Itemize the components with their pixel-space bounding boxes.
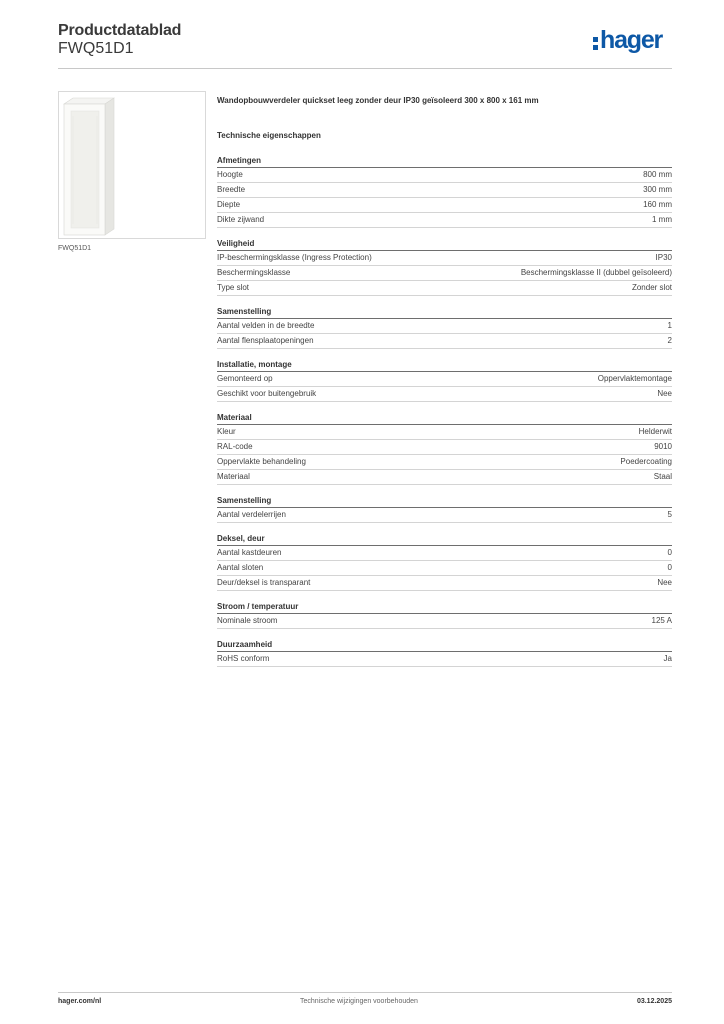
spec-label: RAL-code <box>217 442 253 451</box>
section-title: Installatie, montage <box>217 359 672 372</box>
spec-row <box>217 455 672 470</box>
spec-label: Materiaal <box>217 472 250 481</box>
spec-row <box>217 281 672 296</box>
spec-value: Zonder slot <box>631 283 672 292</box>
spec-section <box>217 639 672 667</box>
spec-row <box>217 334 672 349</box>
spec-row <box>217 546 672 561</box>
spec-label: Diepte <box>217 200 241 209</box>
spec-section <box>217 238 672 296</box>
spec-label: Aantal flensplaatopeningen <box>217 336 314 345</box>
spec-label: Beschermingsklasse <box>217 268 291 277</box>
spec-value: Staal <box>653 472 672 481</box>
spec-value: 160 mm <box>643 200 672 209</box>
spec-label: Geschikt voor buitengebruik <box>217 389 317 398</box>
spec-label: Dikte zijwand <box>217 215 265 224</box>
footer-website-link[interactable]: hager.com/nl <box>58 998 102 1005</box>
footer-date: 03.12.2025 <box>636 998 672 1005</box>
image-caption: FWQ51D1 <box>58 245 92 252</box>
section-title: Duurzaamheid <box>217 639 672 652</box>
spec-value: 9010 <box>654 442 672 451</box>
spec-section <box>217 306 672 349</box>
spec-section <box>217 359 672 402</box>
section-title: Deksel, deur <box>217 533 672 546</box>
spec-label: Nominale stroom <box>217 616 278 625</box>
spec-label: Breedte <box>217 185 246 194</box>
logo-dot <box>593 37 598 42</box>
spec-label: Aantal verdelerrijen <box>217 510 286 519</box>
spec-value: 800 mm <box>643 170 672 179</box>
spec-value: 300 mm <box>643 185 672 194</box>
logo-dot <box>593 45 598 50</box>
article-code: FWQ51D1 <box>58 40 134 57</box>
spec-value: 5 <box>667 510 672 519</box>
spec-label: Kleur <box>217 427 236 436</box>
spec-section <box>217 155 672 228</box>
spec-sections <box>217 155 672 667</box>
product-description: Wandopbouwverdeler quickset leeg zonder deur IP30 geïsoleerd 300 x 800 x 161 mm <box>217 96 539 105</box>
technical-heading: Technische eigenschappen <box>217 131 321 140</box>
spec-value: Beschermingsklasse II (dubbel geïsoleerd) <box>520 268 672 277</box>
spec-row <box>217 614 672 629</box>
page-title: Productdatablad <box>58 22 182 39</box>
spec-row <box>217 372 672 387</box>
spec-value: Oppervlaktemontage <box>597 374 672 383</box>
spec-label: Hoogte <box>217 170 243 179</box>
specs-panel <box>217 96 672 667</box>
spec-value: 125 A <box>651 616 672 625</box>
spec-label: Oppervlakte behandeling <box>217 457 306 466</box>
logo-wordmark: hager <box>600 26 663 54</box>
spec-value: Ja <box>663 654 672 663</box>
spec-value: 2 <box>667 336 672 345</box>
spec-value: Nee <box>657 578 672 587</box>
spec-label: Gemonteerd op <box>217 374 273 383</box>
spec-value: 0 <box>667 548 672 557</box>
header-divider <box>58 68 672 69</box>
spec-value: 0 <box>667 563 672 572</box>
section-title: Veiligheid <box>217 238 672 251</box>
section-title: Samenstelling <box>217 306 672 319</box>
spec-row <box>217 183 672 198</box>
spec-value: IP30 <box>655 253 672 262</box>
spec-label: Type slot <box>217 283 250 292</box>
spec-row <box>217 561 672 576</box>
footer-divider <box>58 992 672 993</box>
product-image <box>58 91 206 239</box>
section-title: Samenstelling <box>217 495 672 508</box>
spec-value: Poedercoating <box>620 457 672 466</box>
spec-row <box>217 576 672 591</box>
spec-label: RoHS conform <box>217 654 270 663</box>
spec-row <box>217 198 672 213</box>
spec-label: Aantal kastdeuren <box>217 548 282 557</box>
footer-disclaimer: Technische wijzigingen voorbehouden <box>300 998 418 1005</box>
section-title: Afmetingen <box>217 155 672 168</box>
section-title: Materiaal <box>217 412 672 425</box>
hager-logo[interactable] <box>593 27 683 55</box>
spec-row <box>217 652 672 667</box>
spec-value: 1 <box>667 321 672 330</box>
spec-row <box>217 470 672 485</box>
spec-row <box>217 440 672 455</box>
section-title: Stroom / temperatuur <box>217 601 672 614</box>
spec-value: Nee <box>657 389 672 398</box>
spec-value: 1 mm <box>652 215 672 224</box>
spec-label: IP-beschermingsklasse (Ingress Protection) <box>217 253 372 262</box>
spec-value: Helderwit <box>638 427 672 436</box>
spec-label: Aantal velden in de breedte <box>217 321 315 330</box>
spec-section <box>217 412 672 485</box>
spec-row <box>217 213 672 228</box>
spec-row <box>217 168 672 183</box>
spec-row <box>217 425 672 440</box>
spec-label: Deur/deksel is transparant <box>217 578 311 587</box>
spec-section <box>217 533 672 591</box>
spec-label: Aantal sloten <box>217 563 264 572</box>
spec-row <box>217 266 672 281</box>
spec-row <box>217 319 672 334</box>
spec-row <box>217 508 672 523</box>
spec-section <box>217 495 672 523</box>
enclosure-illustration <box>59 92 205 238</box>
spec-row <box>217 387 672 402</box>
spec-section <box>217 601 672 629</box>
spec-row <box>217 251 672 266</box>
